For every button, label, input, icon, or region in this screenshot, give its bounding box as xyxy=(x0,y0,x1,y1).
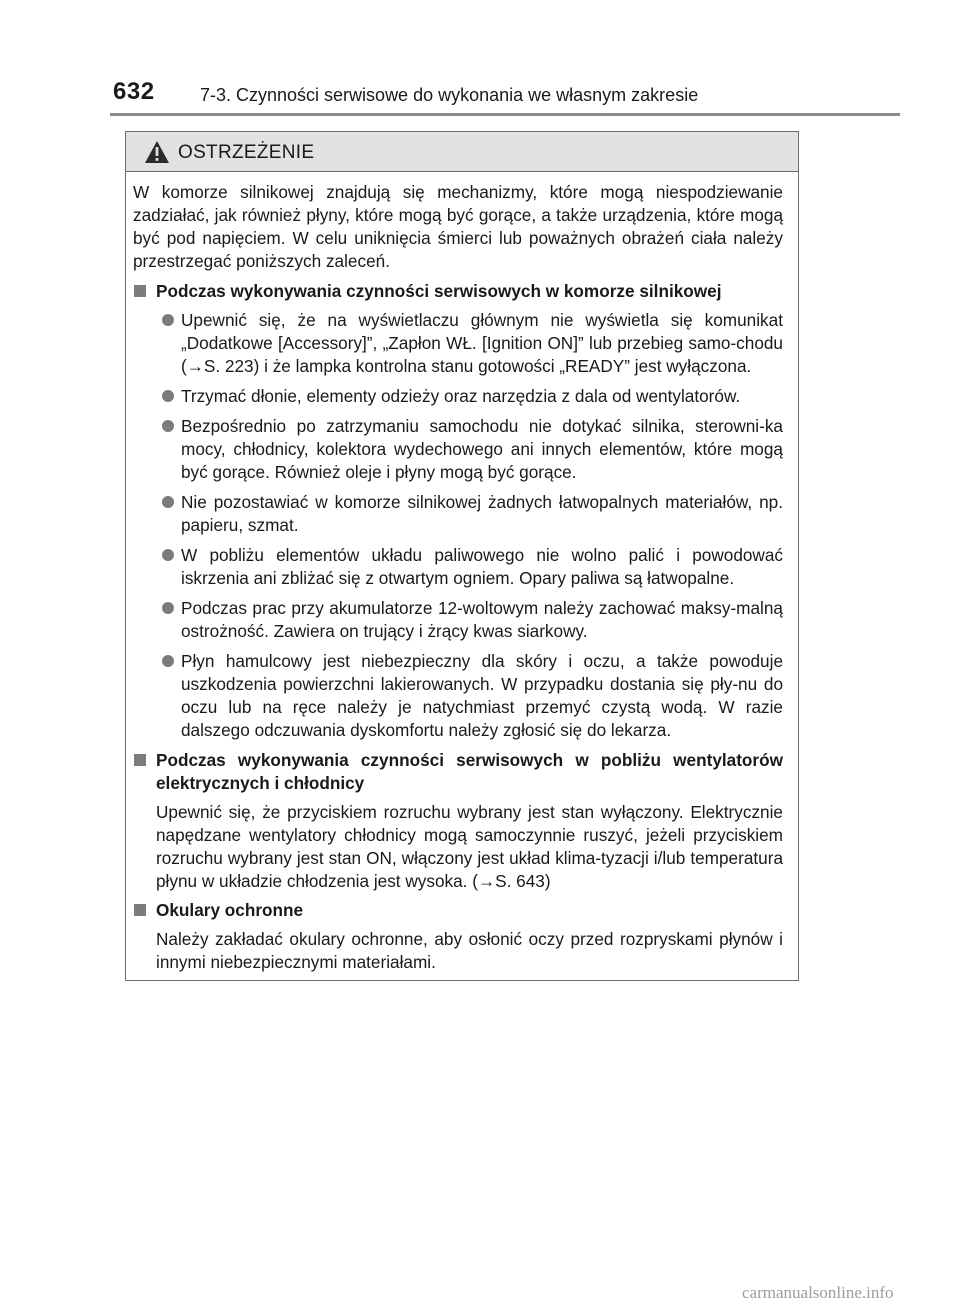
section-title: 7-3. Czynności serwisowe do wykonania we własnym zakresie xyxy=(200,85,699,105)
page-number: 632 xyxy=(113,78,155,105)
square-bullet-icon xyxy=(134,285,146,297)
round-bullet-icon xyxy=(162,420,174,432)
page-header xyxy=(0,0,960,120)
list-item: Podczas prac przy akumulatorze 12-woltowym należy zachować maksy-malną ostrożność. Zawiera on trujący i żrący kwas siarkowy. xyxy=(133,597,783,643)
safety-glasses-text: Należy zakładać okulary ochronne, aby osłonić oczy przed rozpryskami płynów i innymi niebezpiecznymi materiałami. xyxy=(156,929,783,972)
warning-title: OSTRZEŻENIE xyxy=(178,142,315,163)
round-bullet-icon xyxy=(162,655,174,667)
round-bullet-icon xyxy=(162,602,174,614)
list-item: Trzymać dłonie, elementy odzieży oraz narzędzia z dala od wentylatorów. xyxy=(133,385,783,408)
fans-radiator-text: Upewnić się, że przyciskiem rozruchu wybrany jest stan wyłączony. Elektrycznie napędzane wentylatory chłodnicy mogą samoczynnie ruszyć, jeżeli przyciskiem rozruchu wybrany jest stan ON, włączony jest układ klima-tyzacji i/lub temperatura płynu w układzie chłodzenia jest wysoka. (→S. 643) xyxy=(156,802,783,891)
round-bullet-icon xyxy=(162,549,174,561)
engine-compartment-list xyxy=(133,309,783,742)
round-bullet-icon xyxy=(162,496,174,508)
warning-triangle-icon xyxy=(144,140,170,164)
round-bullet-icon xyxy=(162,390,174,402)
round-bullet-icon xyxy=(162,314,174,326)
section-heading-fans-radiator: Podczas wykonywania czynności serwisowych w pobliżu wentylatorów elektrycznych i chłodnicy xyxy=(133,749,783,795)
list-item: Upewnić się, że na wyświetlaczu głównym nie wyświetla się komunikat „Dodatkowe [Accessory]”, „Zapłon WŁ. [Ignition ON]” lub przebieg samo-chodu (→S. 223) i że lampka kontrolna stanu gotowości „READY” jest wyłączona. xyxy=(133,309,783,378)
warning-body xyxy=(126,172,798,974)
list-item: Płyn hamulcowy jest niebezpieczny dla skóry i oczu, a także powoduje uszkodzenia powierzchni lakierowanych. W przypadku dostania się pły-nu do oczu lub na ręce należy je natychmiast przemyć czystą wodą. W razie dalszego odczuwania dyskomfortu należy zgłosić się do lekarza. xyxy=(133,650,783,742)
watermark: carmanualsonline.info xyxy=(742,1283,894,1302)
warning-intro: W komorze silnikowej znajdują się mechanizmy, które mogą niespodziewanie zadziałać, jak również płyny, które mogą być gorące, a także urządzenia, które mogą być pod napięciem. W celu uniknięcia śmierci lub poważnych obrażeń ciała należy przestrzegać poniższych zaleceń. xyxy=(133,182,783,271)
section-heading-safety-glasses: Okulary ochronne xyxy=(133,899,783,922)
square-bullet-icon xyxy=(134,904,146,916)
list-item: Nie pozostawiać w komorze silnikowej żadnych łatwopalnych materiałów, np. papieru, szmat. xyxy=(133,491,783,537)
square-bullet-icon xyxy=(134,754,146,766)
list-item: Bezpośrednio po zatrzymaniu samochodu nie dotykać silnika, sterowni-ka mocy, chłodnicy, kolektora wydechowego ani innych elementów, które mogą być gorące. Również oleje i płyny mogą być gorące. xyxy=(133,415,783,484)
section-heading-engine-compartment: Podczas wykonywania czynności serwisowych w komorze silnikowej xyxy=(133,280,783,303)
warning-header xyxy=(126,132,798,172)
header-divider xyxy=(110,113,900,116)
list-item: W pobliżu elementów układu paliwowego nie wolno palić i powodować iskrzenia ani zbliżać się z otwartym ogniem. Opary paliwa są łatwopalne. xyxy=(133,544,783,590)
warning-box xyxy=(125,131,799,981)
